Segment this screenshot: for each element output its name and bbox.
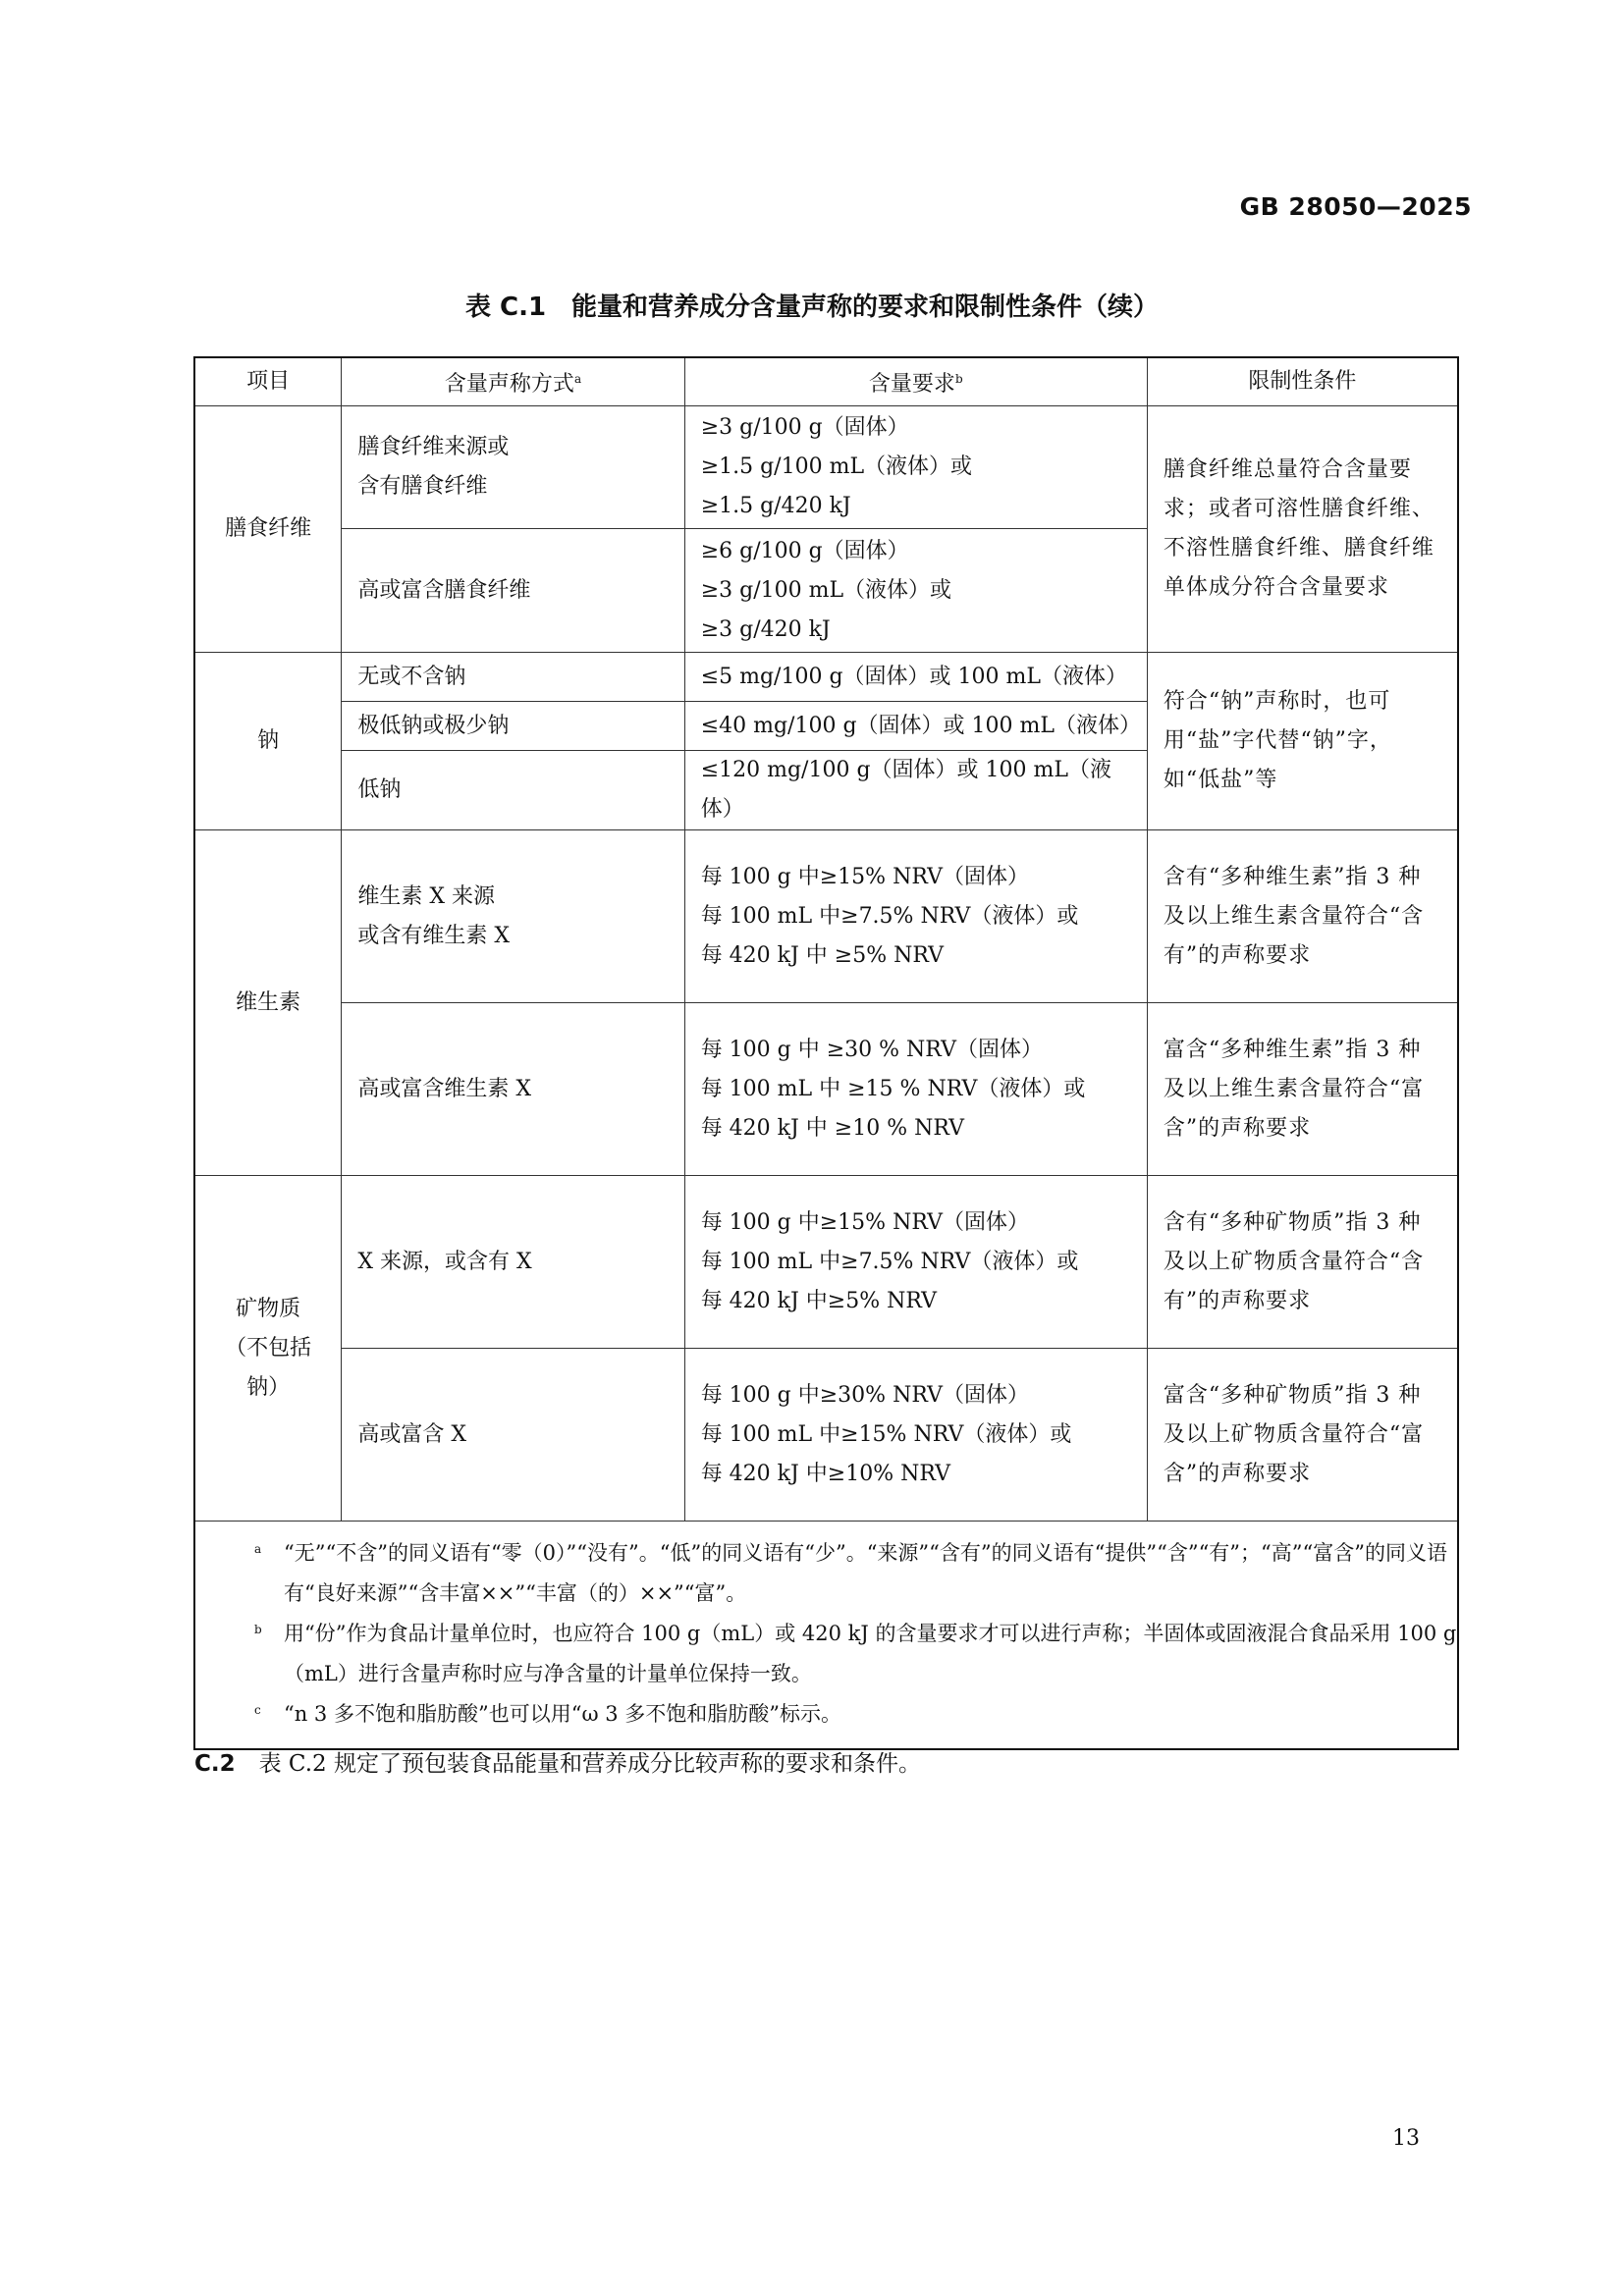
table-row [194, 830, 1458, 1003]
page-number: 13 [1392, 2126, 1420, 2151]
table-title: 表 C.1 能量和营养成分含量声称的要求和限制性条件（续） [464, 293, 1160, 322]
method-cell: 维生素 X 来源 或含有维生素 X [342, 830, 684, 1003]
requirement-cell: ≤120 mg/100 g（固体）或 100 mL（液体） [684, 751, 1147, 830]
method-cell: 无或不含钠 [342, 653, 684, 702]
table-row [194, 406, 1458, 529]
requirement-cell: ≥3 g/100 g（固体） ≥1.5 g/100 mL（液体）或 ≥1.5 g/420 kJ [684, 406, 1147, 529]
condition-cell: 富含“多种矿物质”指 3 种及以上矿物质含量符合“富含”的声称要求 [1147, 1349, 1458, 1522]
item-cell: 钠 [194, 653, 342, 830]
item-cell: 矿物质 （不包括钠） [194, 1176, 342, 1522]
condition-cell: 膳食纤维总量符合含量要求；或者可溶性膳食纤维、不溶性膳食纤维、膳食纤维单体成分符合含量要求 [1147, 406, 1458, 653]
method-cell: 高或富含膳食纤维 [342, 529, 684, 653]
header-method: 含量声称方式$^a$ [342, 357, 684, 406]
condition-cell: 富含“多种维生素”指 3 种及以上维生素含量符合“富含”的声称要求 [1147, 1003, 1458, 1176]
method-cell: 极低钠或极少钠 [342, 702, 684, 751]
item-cell: 膳食纤维 [194, 406, 342, 653]
condition-cell: 含有“多种维生素”指 3 种及以上维生素含量符合“含有”的声称要求 [1147, 830, 1458, 1003]
footnote: c “n 3 多不饱和脂肪酸”也可以用“ω 3 多不饱和脂肪酸”标示。 [254, 1702, 842, 1726]
method-cell: 膳食纤维来源或 含有膳食纤维 [342, 406, 684, 529]
method-cell: 低钠 [342, 751, 684, 830]
header-item: 项目 [194, 357, 342, 406]
method-cell: X 来源，或含有 X [342, 1176, 684, 1349]
table-notes [194, 1522, 1458, 1750]
table-notes-row [194, 1522, 1458, 1750]
condition-cell: 符合“钠”声称时，也可用“盐”字代替“钠”字，如“低盐”等 [1147, 653, 1458, 830]
header-requirement: 含量要求$^b$ [684, 357, 1147, 406]
section-c2 [194, 1745, 921, 1778]
footnote: b 用“份”作为食品计量单位时，也应符合 100 g（mL）或 420 kJ 的含量要求才可以进行声称；半固体或固液混合食品采用 100 g（mL）进行含量声称时应与净含量的计量单位保持一致。 [254, 1622, 1457, 1685]
table-row [194, 653, 1458, 702]
requirement-cell: ≥6 g/100 g（固体） ≥3 g/100 mL（液体）或 ≥3 g/420 kJ [684, 529, 1147, 653]
method-cell: 高或富含维生素 X [342, 1003, 684, 1176]
table-row [194, 1003, 1458, 1176]
table-row [194, 1176, 1458, 1349]
item-cell: 维生素 [194, 830, 342, 1176]
requirement-cell: ≤40 mg/100 g（固体）或 100 mL（液体） [684, 702, 1147, 751]
standard-number: GB 28050—2025 [1239, 192, 1472, 221]
table-row [194, 1349, 1458, 1522]
table-header-row [194, 357, 1458, 406]
condition-cell: 含有“多种矿物质”指 3 种及以上矿物质含量符合“含有”的声称要求 [1147, 1176, 1458, 1349]
section-text: 表 C.2 规定了预包装食品能量和营养成分比较声称的要求和条件。 [258, 1751, 921, 1777]
requirement-cell: 每 100 g 中≥15% NRV（固体） 每 100 mL 中≥7.5% NRV（液体）或 每 420 kJ 中 ≥5% NRV [684, 830, 1147, 1003]
header-condition: 限制性条件 [1147, 357, 1458, 406]
requirement-cell: 每 100 g 中≥15% NRV（固体） 每 100 mL 中≥7.5% NRV（液体）或 每 420 kJ 中≥5% NRV [684, 1176, 1147, 1349]
method-cell: 高或富含 X [342, 1349, 684, 1522]
claims-table [193, 356, 1459, 1750]
requirement-cell: ≤5 mg/100 g（固体）或 100 mL（液体） [684, 653, 1147, 702]
requirement-cell: 每 100 g 中 ≥30 % NRV（固体） 每 100 mL 中 ≥15 % NRV（液体）或 每 420 kJ 中 ≥10 % NRV [684, 1003, 1147, 1176]
requirement-cell: 每 100 g 中≥30% NRV（固体） 每 100 mL 中≥15% NRV（液体）或 每 420 kJ 中≥10% NRV [684, 1349, 1147, 1522]
section-number: C.2 [194, 1751, 236, 1777]
footnote: a “无”“不含”的同义语有“零（0）”“没有”。“低”的同义语有“少”。“来源”“含有”的同义语有“提供”“含”“有”；“高”“富含”的同义语有“良好来源”“含丰富××”“丰富（的）××”“富”。 [254, 1541, 1447, 1605]
